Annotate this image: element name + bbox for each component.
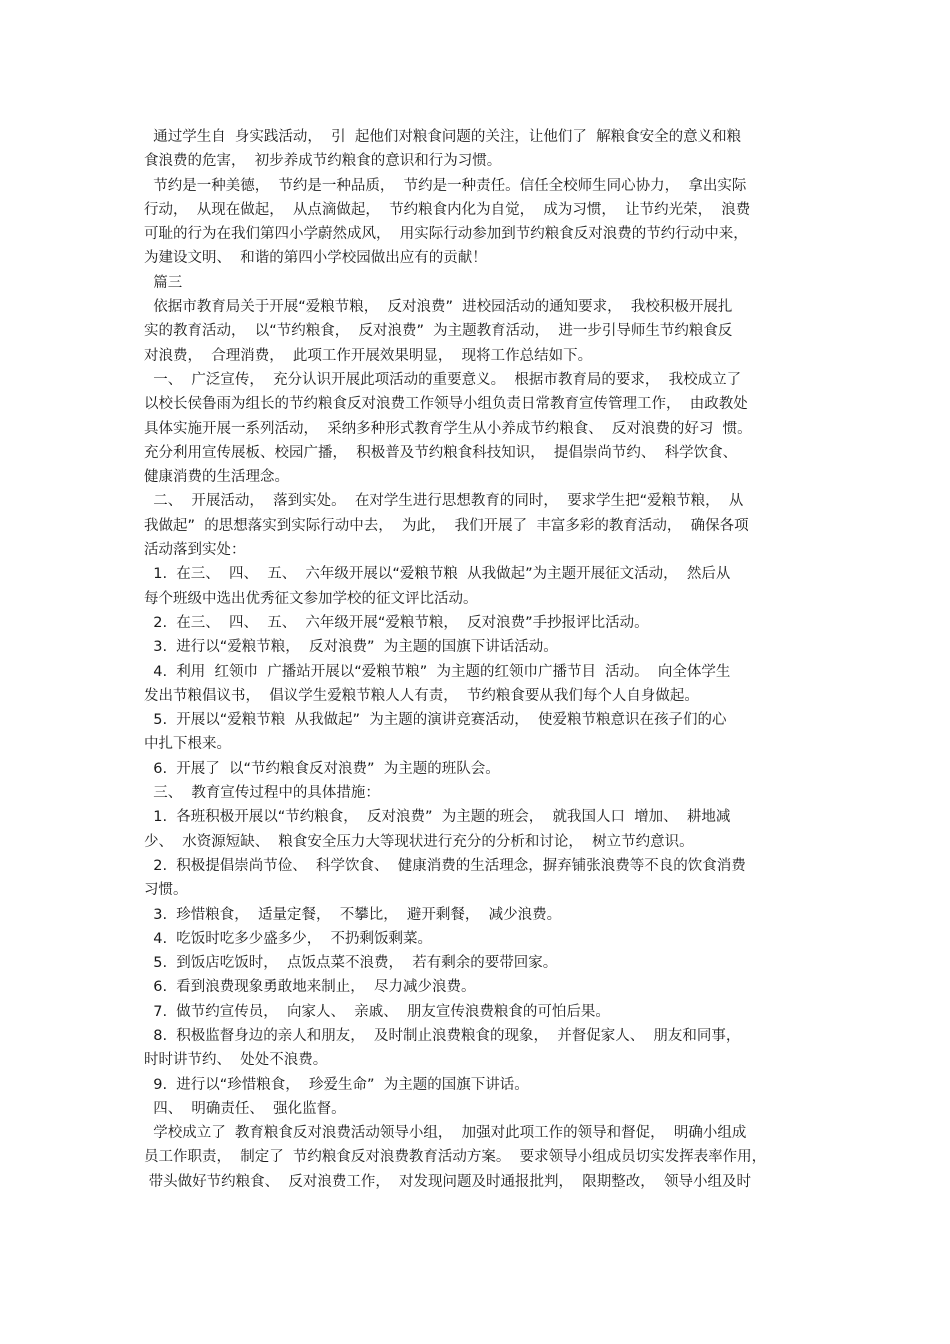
text-line: 通过学生自 身实践活动， 引 起他们对粮食问题的关注，让他们了 解粮食安全的意义和粮	[144, 129, 742, 145]
text-line: 三、 教育宣传过程中的具体措施：	[144, 785, 380, 802]
text-line: 实的教育活动， 以“节约粮食， 反对浪费” 为主题教育活动， 进一步引导师生节约粮食反	[144, 323, 733, 340]
text-line: 一、 广泛宣传， 充分认识开展此项活动的重要意义。 根据市教育局的要求， 我校成立了	[144, 371, 742, 388]
text-line: 以校长侯鲁雨为组长的节约粮食反对浪费工作领导小组负责日常教育宣传管理工作， 由政教处	[144, 396, 748, 413]
text-line: 可耻的行为在我们第四小学蔚然成风， 用实际行动参加到节约粮食反对浪费的节约行动中来，	[144, 226, 748, 243]
text-line: 4. 吃饭时吃多少盛多少， 不扔剩饭剩菜。	[144, 930, 432, 947]
text-line: 健康消费的生活理念。	[144, 469, 289, 486]
text-line: 发出节粮倡议书， 倡议学生爱粮节粮人人有责， 节约粮食要从我们每个人自身做起。	[144, 687, 699, 704]
text-line: 习惯。	[144, 882, 188, 899]
text-line: 6. 开展了 以“节约粮食反对浪费” 为主题的班队会。	[144, 760, 500, 777]
text-line: 带头做好节约粮食、 反对浪费工作， 对发现问题及时通报批判， 限期整改， 领导小组及时	[144, 1173, 751, 1190]
text-line: 1. 各班积极开展以“节约粮食， 反对浪费” 为主题的班会， 就我国人口 增加、 耕地减	[144, 809, 731, 826]
text-line: 5. 到饭店吃饭时， 点饭点菜不浪费， 若有剩余的要带回家。	[144, 955, 558, 972]
text-line: 篇三	[144, 274, 183, 291]
text-line: 员工作职责， 制定了 节约粮食反对浪费教育活动方案。 要求领导小组成员切实发挥表率作用，	[144, 1149, 767, 1166]
text-line: 3. 进行以“爱粮节粮， 反对浪费” 为主题的国旗下讲话活动。	[144, 639, 558, 656]
text-line: 行动， 从现在做起， 从点滴做起， 节约粮食内化为自觉， 成为习惯， 让节约光荣， 浪费	[144, 201, 751, 218]
text-line: 7. 做节约宣传员， 向家人、 亲戚、 朋友宣传浪费粮食的可怕后果。	[144, 1003, 610, 1020]
text-line: 具体实施开展一系列活动， 采纳多种形式教育学生从小养成节约粮食、 反对浪费的好习 惯。	[144, 420, 752, 437]
text-line: 对浪费， 合理消费， 此项工作开展效果明显， 现将工作总结如下。	[144, 347, 593, 364]
text-line: 依据市教育局关于开展“爱粮节粮， 反对浪费” 进校园活动的通知要求， 我校积极开展扎	[144, 299, 733, 316]
text-line: 食浪费的危害， 初步养成节约粮食的意识和行为习惯。	[144, 153, 502, 170]
document-body	[144, 125, 810, 1194]
text-line: 2. 积极提倡崇尚节俭、 科学饮食、 健康消费的生活理念，摒弃铺张浪费等不良的饮食消费	[144, 857, 746, 874]
text-line: 中扎下根来。	[144, 736, 231, 753]
text-line: 学校成立了 教育粮食反对浪费活动领导小组， 加强对此项工作的领导和督促， 明确小组成	[144, 1125, 747, 1142]
text-line: 每个班级中选出优秀征文参加学校的征文评比活动。	[144, 590, 478, 607]
text-line: 我做起” 的思想落实到实际行动中去， 为此， 我们开展了 丰富多彩的教育活动， 确保各项	[144, 517, 749, 534]
text-line: 二、 开展活动， 落到实处。 在对学生进行思想教育的同时， 要求学生把“爱粮节粮， 从	[144, 493, 744, 510]
text-line: 1. 在三、 四、 五、 六年级开展以“爱粮节粮 从我做起”为主题开展征文活动， 然后从	[144, 566, 731, 583]
text-line: 四、 明确责任、 强化监督。	[144, 1100, 346, 1117]
text-line: 活动落到实处：	[144, 542, 246, 559]
text-line: 6. 看到浪费现象勇敢地来制止， 尽力减少浪费。	[144, 979, 476, 996]
text-line: 5. 开展以“爱粮节粮 从我做起” 为主题的演讲竞赛活动， 使爱粮节粮意识在孩子们的心	[144, 712, 727, 729]
text-line: 充分利用宣传展板、校园广播， 积极普及节约粮食科技知识， 提倡崇尚节约、 科学饮食、	[144, 444, 738, 461]
text-line: 为建设文明、 和谐的第四小学校园做出应有的贡献！	[144, 250, 487, 267]
text-line: 少、 水资源短缺、 粮食安全压力大等现状进行充分的分析和讨论， 树立节约意识。	[144, 833, 694, 850]
text-line: 8. 积极监督身边的亲人和朋友， 及时制止浪费粮食的现象， 并督促家人、 朋友和同事，	[144, 1027, 741, 1044]
text-line: 9. 进行以“珍惜粮食， 珍爱生命” 为主题的国旗下讲话。	[144, 1076, 529, 1093]
text-line: 4. 利用 红领巾 广播站开展以“爱粮节粮” 为主题的红领巾广播节目 活动。 向全体学生	[144, 663, 731, 680]
text-line: 3. 珍惜粮食， 适量定餐， 不攀比， 避开剩餐， 减少浪费。	[144, 906, 562, 923]
text-line: 节约是一种美德， 节约是一种品质， 节约是一种责任。信任全校师生同心协力， 拿出实际	[144, 177, 747, 194]
text-line: 2. 在三、 四、 五、 六年级开展“爱粮节粮， 反对浪费”手抄报评比活动。	[144, 614, 649, 631]
text-line: 时时讲节约、 处处不浪费。	[144, 1052, 328, 1069]
